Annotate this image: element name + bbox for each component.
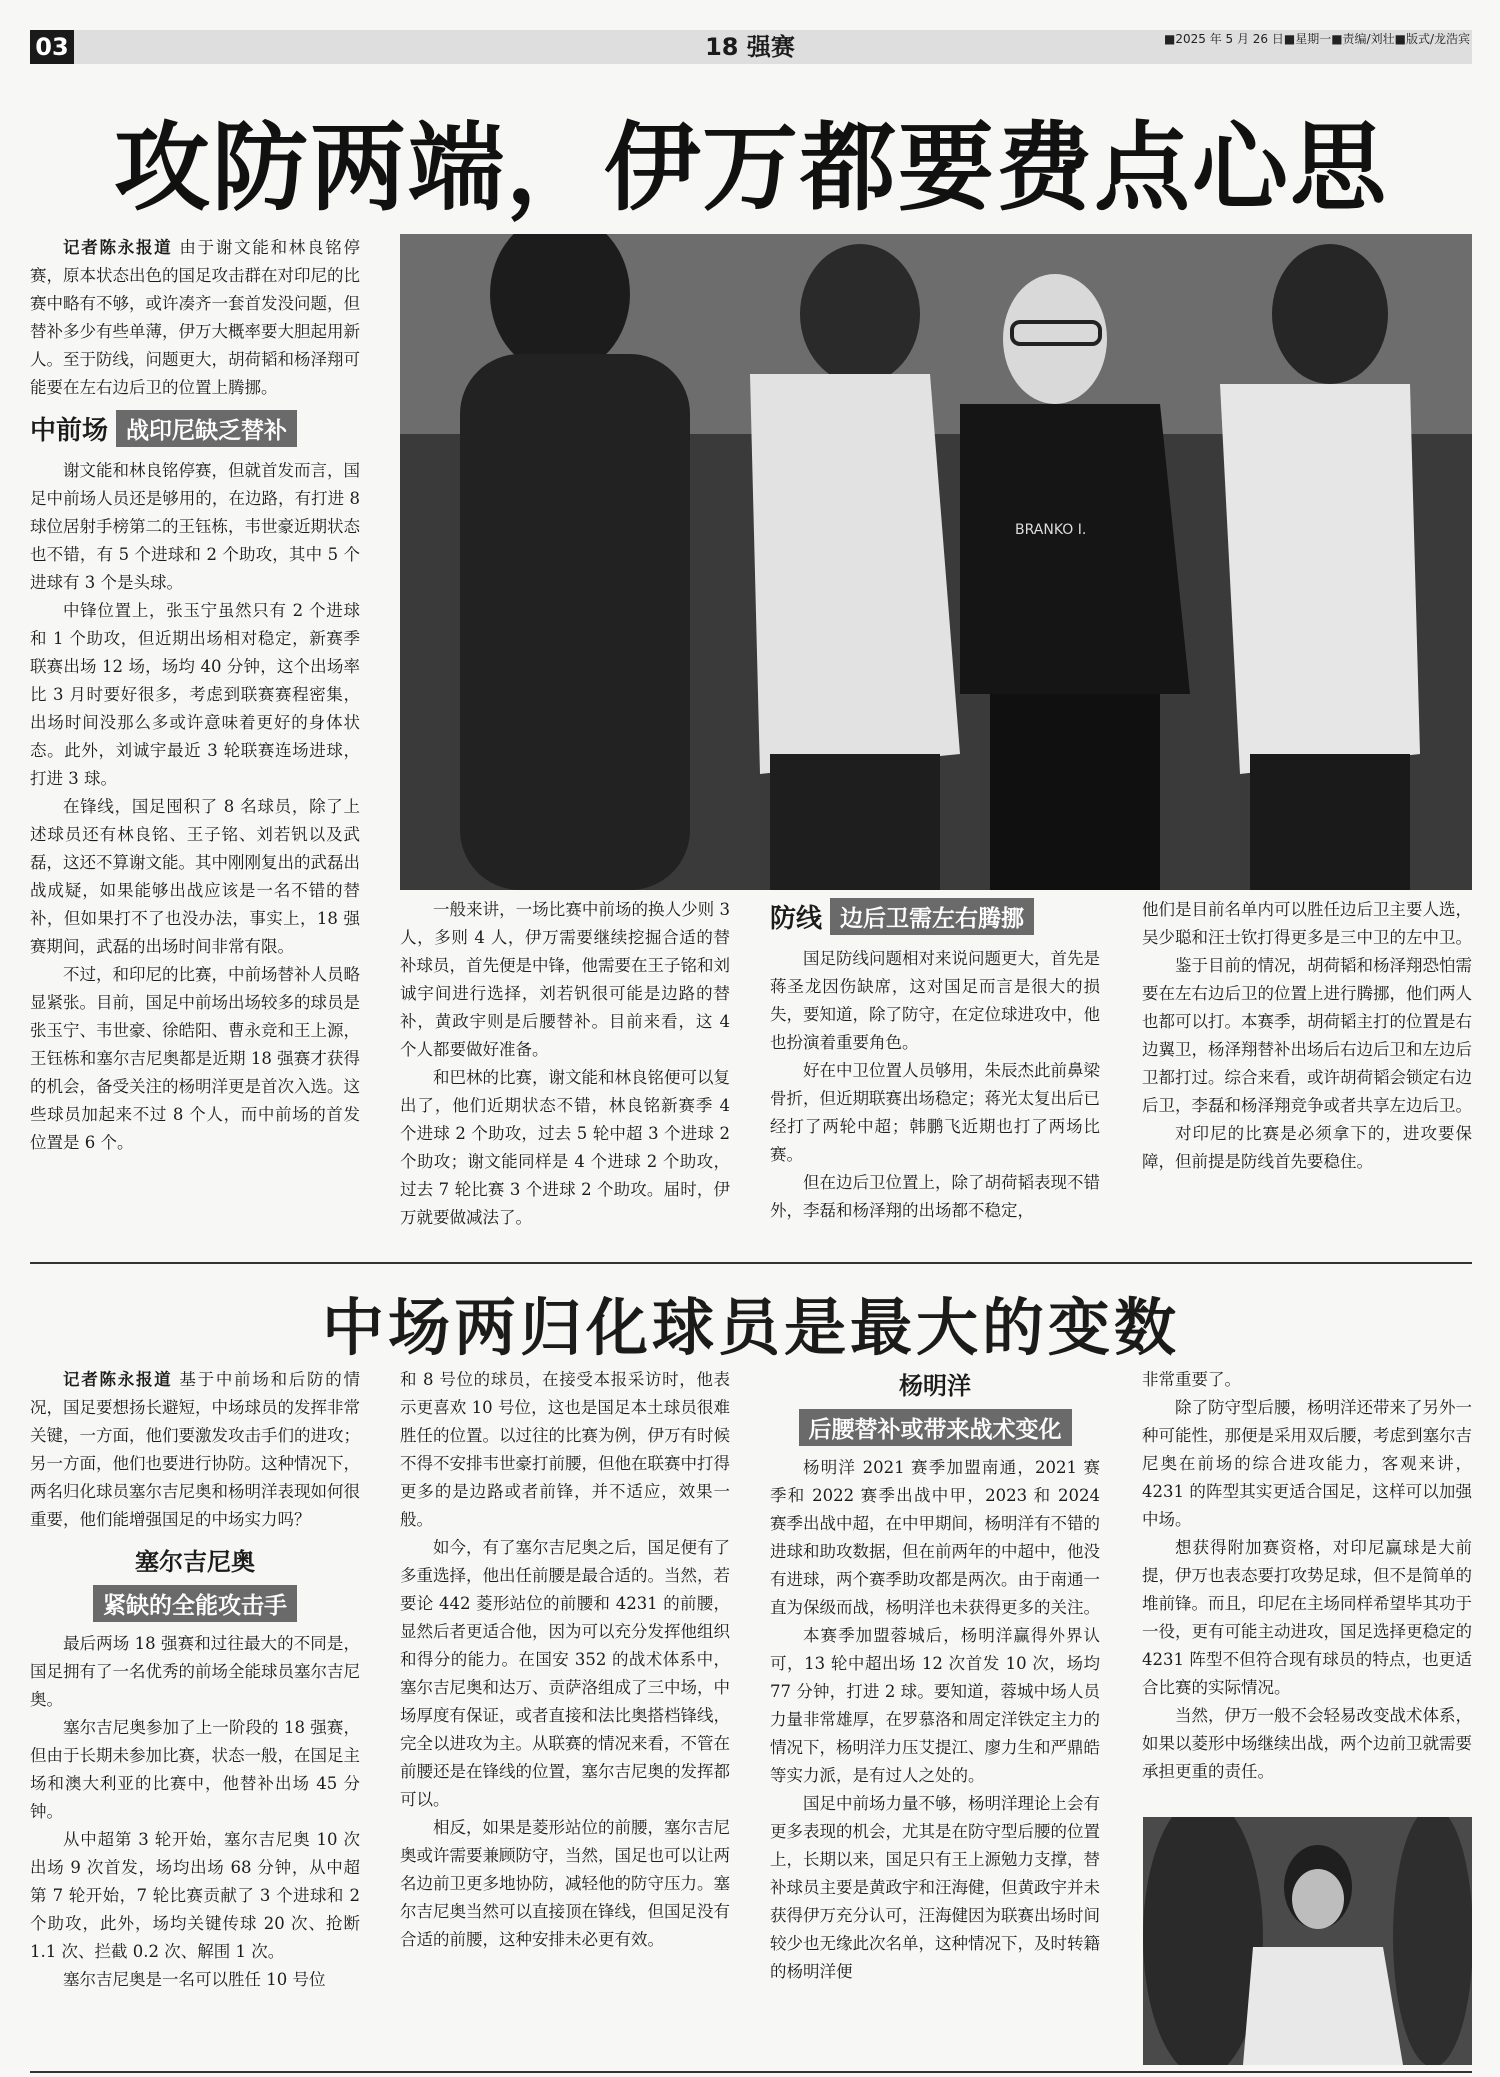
photo-player-illustration bbox=[1143, 1817, 1472, 2065]
paragraph: 他们是目前名单内可以胜任边后卫主要人选，吴少聪和汪士钦打得更多是三中卫的左中卫。 bbox=[1142, 900, 1472, 947]
subhead-title: 后腰替补或带来战术变化 bbox=[799, 1409, 1072, 1446]
subhead-title: 边后卫需左右腾挪 bbox=[830, 898, 1034, 935]
section-title: 18 强赛 bbox=[705, 33, 795, 61]
lead-text: 基于中前场和后防的情况，国足要想扬长避短，中场球员的发挥非常关键，一方面，他们要激发攻击手们的进攻；另一方面，他们也要进行协防。这种情况下，两名归化球员塞尔吉尼奥和杨明洋表现如何很重要，他们能增强国足的中场实力吗？ bbox=[30, 1370, 360, 1529]
photo-players-illustration bbox=[400, 234, 1472, 890]
paragraph: 不过，和印尼的比赛，中前场替补人员略显紧张。目前，国足中前场出场较多的球员是张玉宁、韦世豪、徐皓阳、曹永竞和王上源，王钰栋和塞尔吉尼奥都是近期 18 强赛才获得的机会，备受关注的杨明洋更是首次入选。这些球员加起来不过 8 个人，而中前场的首发位置是 6 个。 bbox=[30, 965, 360, 1152]
paragraph: 在锋线，国足囤积了 8 名球员，除了上述球员还有林良铭、王子铭、刘若钒以及武磊，这还不算谢文能。其中刚刚复出的武磊出战成疑，如果能够出战应该是一名不错的替补，但如果打不了也没办法，事实上，18 强赛期间，武磊的出场时间非常有限。 bbox=[30, 797, 360, 956]
bottom-rule bbox=[30, 2071, 1472, 2073]
issue-meta: ■2025 年 5 月 26 日■星期一■责编/刘壮■版式/龙浩宾 bbox=[1164, 32, 1470, 46]
subhead-tag: 中前场 bbox=[30, 416, 109, 446]
paragraph: 从中超第 3 轮开始，塞尔吉尼奥 10 次出场 9 次首发，场均出场 68 分钟，从中超第 7 轮开始，7 轮比赛贡献了 3 个进球和 2 个助攻，此外，场均关键传球 20 次、抢断 1.1 次、拦截 0.2 次、解围 1 次。 bbox=[30, 1830, 360, 1961]
headline-second: 中场两归化球员是最大的变数 bbox=[321, 1291, 1180, 1364]
story1-column-3 bbox=[770, 896, 1100, 1225]
section-divider bbox=[30, 1262, 1472, 1264]
byline: 记者陈永报道 bbox=[63, 1370, 173, 1389]
story1-column-2 bbox=[400, 896, 730, 1232]
paragraph: 想获得附加赛资格，对印尼赢球是大前提，伊万也表态要打攻势足球，但不是简单的堆前锋。而且，印尼在主场同样希望毕其功于一役，更有可能主动进攻，国足选择更稳定的 4231 阵型不但符合现有球员的特点，也更适合比赛的实际情况。 bbox=[1142, 1538, 1472, 1697]
story1-column-4 bbox=[1142, 896, 1472, 1176]
subhead-sergio bbox=[30, 1542, 360, 1622]
paragraph: 好在中卫位置人员够用，朱辰杰此前鼻梁骨折，但近期联赛出场稳定；蒋光太复出后已经打了两轮中超；韩鹏飞近期也打了两场比赛。 bbox=[770, 1061, 1100, 1164]
paragraph: 国足防线问题相对来说问题更大，首先是蒋圣龙因伤缺席，这对国足而言是很大的损失，要知道，除了防守，在定位球进攻中，他也扮演着重要角色。 bbox=[770, 949, 1100, 1052]
subhead-yang bbox=[770, 1366, 1100, 1446]
photo-yang-mingyang bbox=[1143, 1817, 1472, 2065]
subhead-name: 杨明洋 bbox=[899, 1372, 971, 1400]
paragraph: 如今，有了塞尔吉尼奥之后，国足便有了多重选择，他出任前腰是最合适的。当然，若要论 442 菱形站位的前腰和 4231 的前腰，显然后者更适合他，因为可以充分发挥他组织和得分的能力。在国安 352 的战术体系中，塞尔吉尼奥和达万、贡萨洛组成了三中场，中场厚度有保证，或者直接和法比奥搭档锋线，完全以进攻为主。从联赛的情况来看，不管在前腰还是在锋线的位置，塞尔吉尼奥的发挥都可以。 bbox=[400, 1538, 730, 1809]
photo-training bbox=[400, 234, 1472, 890]
paragraph: 中锋位置上，张玉宁虽然只有 2 个进球和 1 个助攻，但近期出场相对稳定，新赛季联赛出场 12 场，场均 40 分钟，这个出场率比 3 月时要好很多，考虑到联赛赛程密集，出场时间没那么多或许意味着更好的身体状态。此外，刘诚宇最近 3 轮联赛连场进球，打进 3 球。 bbox=[30, 601, 360, 788]
headline-main: 攻防两端，伊万都要费点心思 bbox=[114, 112, 1388, 224]
story2-column-2 bbox=[400, 1366, 730, 1954]
paragraph: 当然，伊万一般不会轻易改变战术体系，如果以菱形中场继续出战，两个边前卫就需要承担更重的责任。 bbox=[1142, 1706, 1472, 1781]
lead-text: 由于谢文能和林良铭停赛，原本状态出色的国足攻击群在对印尼的比赛中略有不够，或许凑齐一套首发没问题，但替补多少有些单薄，伊万大概率要大胆起用新人。至于防线，问题更大，胡荷韬和杨泽翔可能要在左右边后卫的位置上腾挪。 bbox=[30, 238, 360, 397]
paragraph: 塞尔吉尼奥参加了上一阶段的 18 强赛，但由于长期未参加比赛，状态一般，在国足主场和澳大利亚的比赛中，他替补出场 45 分钟。 bbox=[30, 1718, 360, 1821]
paragraph: 国足中前场力量不够，杨明洋理论上会有更多表现的机会，尤其是在防守型后腰的位置上，长期以来，国足只有王上源勉力支撑，替补球员主要是黄政宇和汪海健，但黄政宇并未获得伊万充分认可，汪海健因为联赛出场时间较少也无缘此次名单，这种情况下，及时转籍的杨明洋便 bbox=[770, 1794, 1100, 1981]
subhead-midfield bbox=[30, 410, 360, 447]
paragraph: 最后两场 18 强赛和过往最大的不同是，国足拥有了一名优秀的前场全能球员塞尔吉尼奥。 bbox=[30, 1634, 360, 1709]
paragraph: 谢文能和林良铭停赛，但就首发而言，国足中前场人员还是够用的，在边路，有打进 8 球位居射手榜第二的王钰栋，韦世豪近期状态也不错，有 5 个进球和 2 个助攻，其中 5 个进球有 3 个是头球。 bbox=[30, 461, 360, 592]
subhead-name: 塞尔吉尼奥 bbox=[135, 1548, 255, 1576]
subhead-defense bbox=[770, 898, 1100, 935]
paragraph: 非常重要了。 bbox=[1142, 1370, 1241, 1389]
paragraph: 但在边后卫位置上，除了胡荷韬表现不错外，李磊和杨泽翔的出场都不稳定， bbox=[770, 1173, 1100, 1220]
story2-column-4 bbox=[1142, 1366, 1472, 1786]
story2-column-1 bbox=[30, 1366, 360, 1994]
paragraph: 杨明洋 2021 赛季加盟南通，2021 赛季和 2022 赛季出战中甲，2023 和 2024 赛季出战中超，在中甲期间，杨明洋有不错的进球和助攻数据，但在前两年的中超中，他没有进球，两个赛季助攻都是两次。由于南通一直为保级而战，杨明洋也未获得更多的关注。 bbox=[770, 1458, 1100, 1617]
subhead-title: 紧缺的全能攻击手 bbox=[93, 1585, 297, 1622]
paragraph: 对印尼的比赛是必须拿下的，进攻要保障，但前提是防线首先要稳住。 bbox=[1142, 1124, 1472, 1171]
page-number: 03 bbox=[30, 30, 74, 64]
paragraph: 和巴林的比赛，谢文能和林良铭便可以复出了，他们近期状态不错，林良铭新赛季 4 个进球 2 个助攻，过去 5 轮中超 3 个进球 2 个助攻；谢文能同样是 4 个进球 2 个助攻，过去 7 轮比赛 3 个进球 2 个助攻。届时，伊万就要做减法了。 bbox=[400, 1068, 730, 1227]
jersey-text: BRANKO I. bbox=[1015, 522, 1087, 538]
paragraph: 除了防守型后腰，杨明洋还带来了另外一种可能性，那便是采用双后腰，考虑到塞尔吉尼奥在前场的综合进攻能力，客观来讲，4231 的阵型其实更适合国足，这样可以加强中场。 bbox=[1142, 1398, 1472, 1529]
paragraph: 鉴于目前的情况，胡荷韬和杨泽翔恐怕需要在左右边后卫的位置上进行腾挪，他们两人也都可以打。本赛季，胡荷韬主打的位置是右边翼卫，杨泽翔替补出场后右边后卫和左边后卫都打过。综合来看，或许胡荷韬会锁定右边后卫，李磊和杨泽翔竞争或者共享左边后卫。 bbox=[1142, 956, 1472, 1115]
paragraph: 本赛季加盟蓉城后，杨明洋赢得外界认可，13 轮中超出场 12 次首发 10 次，场均 77 分钟，打进 2 球。要知道，蓉城中场人员力量非常雄厚，在罗慕洛和周定洋铁定主力的情况下，杨明洋力压艾提江、廖力生和严鼎皓等实力派，是有过人之处的。 bbox=[770, 1626, 1100, 1785]
story1-column-1 bbox=[30, 234, 360, 1157]
byline: 记者陈永报道 bbox=[63, 238, 173, 257]
subhead-tag: 防线 bbox=[770, 904, 823, 934]
subhead-title: 战印尼缺乏替补 bbox=[116, 410, 297, 447]
paragraph: 相反，如果是菱形站位的前腰，塞尔吉尼奥或许需要兼顾防守，当然，国足也可以让两名边前卫更多地协防，减轻他的防守压力。塞尔吉尼奥当然可以直接顶在锋线，但国足没有合适的前腰，这种安排未必更有效。 bbox=[400, 1818, 730, 1949]
story2-column-3 bbox=[770, 1366, 1100, 1986]
paragraph: 一般来讲，一场比赛中前场的换人少则 3 人，多则 4 人，伊万需要继续挖掘合适的替补球员，首先便是中锋，他需要在王子铭和刘诚宇间进行选择，刘若钒很可能是边路的替补，黄政宇则是后腰替补。目前来看，这 4 个人都要做好准备。 bbox=[400, 900, 730, 1059]
paragraph: 塞尔吉尼奥是一名可以胜任 10 号位 bbox=[63, 1970, 326, 1989]
paragraph: 和 8 号位的球员，在接受本报采访时，他表示更喜欢 10 号位，这也是国足本土球员很难胜任的位置。以过往的比赛为例，伊万有时候不得不安排韦世豪打前腰，但他在联赛中打得更多的是边路或者前锋，并不适应，效果一般。 bbox=[400, 1370, 730, 1529]
